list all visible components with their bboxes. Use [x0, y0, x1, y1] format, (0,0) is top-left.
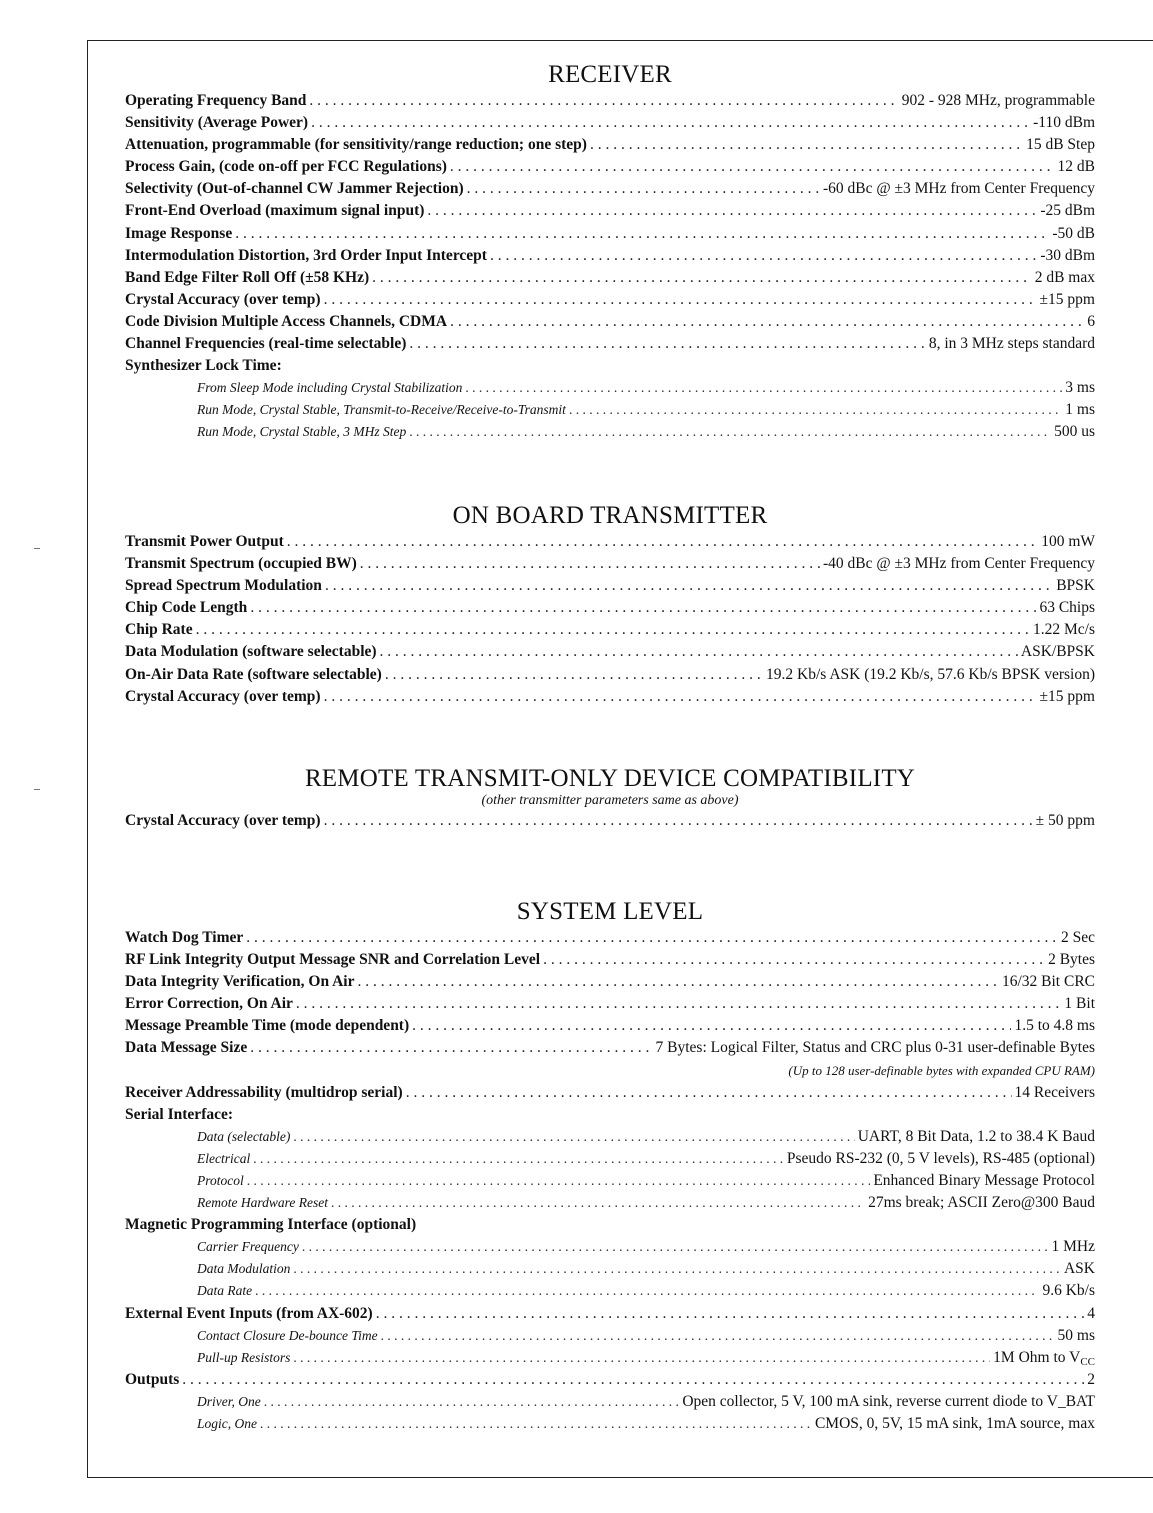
row-value-text: 50 ms [1057, 1326, 1095, 1344]
row-label: Selectivity (Out-of-channel CW Jammer Rejection) [125, 180, 464, 198]
leader-dots [293, 1258, 1061, 1280]
row-value [1040, 686, 1095, 708]
spec-row [125, 553, 1095, 575]
row-value-text: Pseudo RS-232 (0, 5 V levels), RS-485 (optional) [786, 1149, 1095, 1167]
leader-dots [372, 267, 1032, 289]
row-value-text: 1M Ohm to V [993, 1348, 1081, 1366]
leader-dots [309, 90, 898, 112]
row-value-text: ± 50 ppm [1035, 812, 1095, 829]
row-label: Data Message Size [125, 1039, 248, 1057]
leader-dots [376, 1303, 1085, 1325]
spec-row [125, 1192, 1095, 1214]
row-value [1058, 156, 1095, 178]
row-label: Chip Code Length [125, 599, 248, 617]
lock-rows [125, 377, 1095, 443]
row-value [1065, 399, 1095, 421]
row-value-text: Open collector, 5 V, 100 mA sink, reverse current diode to V_BAT [682, 1392, 1095, 1410]
row-value [1036, 810, 1095, 832]
row-value-text: 100 mW [1041, 533, 1095, 550]
row-label: Driver, One [197, 1393, 261, 1409]
receiver-rows [125, 90, 1095, 355]
spec-row [125, 1037, 1095, 1059]
spec-row [125, 421, 1095, 443]
system-section [125, 897, 1095, 1435]
leader-dots [569, 399, 1062, 421]
row-label: Contact Closure De-bounce Time [197, 1327, 378, 1343]
row-value [858, 1126, 1095, 1148]
row-value [766, 664, 1095, 686]
leader-dots [311, 112, 1030, 134]
row-label: From Sleep Mode including Crystal Stabilization [197, 380, 463, 396]
spec-row [125, 927, 1095, 949]
spec-row [125, 178, 1095, 200]
row-label: Receiver Addressability (multidrop serial) [125, 1083, 403, 1101]
leader-dots [450, 156, 1055, 178]
row-label: Serial Interface: [125, 1105, 234, 1123]
leader-dots [380, 641, 1018, 663]
leader-dots [590, 134, 1023, 156]
leader-dots [357, 971, 999, 993]
row-label: Transmit Spectrum (occupied BW) [125, 555, 357, 573]
leader-dots [360, 553, 820, 575]
spec-row [125, 531, 1095, 553]
row-value-text: 500 us [1054, 423, 1095, 441]
row-value-text: -60 dBc @ ±3 MHz from Center Frequency [822, 180, 1095, 198]
spec-row [125, 619, 1095, 641]
spec-row [125, 686, 1095, 708]
spec-row [125, 112, 1095, 134]
row-value: 2 [1087, 1370, 1095, 1388]
leader-dots [247, 1170, 871, 1192]
row-value [823, 178, 1095, 200]
leader-dots [264, 1391, 680, 1413]
spec-row [125, 1170, 1095, 1192]
row-value-text: 1 Bit [1064, 995, 1095, 1013]
row-label: Electrical [197, 1150, 251, 1166]
row-label: Remote Hardware Reset [197, 1195, 328, 1211]
row-value-text: 8, in 3 MHz steps standard [928, 335, 1095, 353]
event-inputs-row [125, 1303, 1095, 1325]
spec-row [125, 1347, 1095, 1369]
spec-row [125, 1391, 1095, 1413]
serial-rows [125, 1126, 1095, 1214]
row-value [787, 1148, 1095, 1170]
spec-row [125, 399, 1095, 421]
row-value-text: 2 Bytes [1048, 951, 1095, 969]
row-label: Chip Rate [125, 621, 193, 639]
row-label: Crystal Accuracy (over temp) [125, 812, 321, 829]
row-value [868, 1192, 1095, 1214]
row-label: Code Division Multiple Access Channels, CDMA [125, 312, 448, 330]
row-value [656, 1037, 1095, 1059]
leader-dots [250, 1037, 652, 1059]
row-value-text: 27ms break; ASCII Zero@300 Baud [868, 1194, 1095, 1212]
leader-dots [246, 927, 1058, 949]
row-value-text: 3 ms [1065, 379, 1095, 397]
row-value-text: 1.22 Mc/s [1033, 621, 1095, 639]
spec-row [125, 311, 1095, 333]
spec-row [125, 1258, 1095, 1280]
leader-dots [253, 1148, 784, 1170]
row-value-text: -25 dBm [1040, 202, 1095, 220]
output-rows [125, 1391, 1095, 1435]
remote-title: REMOTE TRANSMIT-ONLY DEVICE COMPATIBILITY [304, 765, 916, 792]
row-value [1048, 949, 1095, 971]
row-value [1052, 223, 1095, 245]
row-label: Data Modulation [197, 1261, 291, 1277]
row-label: Crystal Accuracy (over temp) [125, 687, 321, 705]
spec-row [125, 810, 1095, 832]
row-value-text: UART, 8 Bit Data, 1.2 to 38.4 K Baud [857, 1127, 1095, 1145]
row-value-text: BPSK [1056, 577, 1095, 595]
row-value [1026, 134, 1095, 156]
row-label: Run Mode, Crystal Stable, 3 MHz Step [197, 424, 407, 440]
leader-dots [324, 810, 1033, 832]
row-label: Synthesizer Lock Time: [125, 357, 282, 375]
row-value-text: 7 Bytes: Logical Filter, Status and CRC plus 0-31 user-definable Bytes [655, 1039, 1095, 1057]
leader-dots [465, 377, 1062, 399]
row-value: 14 Receivers [1014, 1083, 1095, 1101]
receiver-title: RECEIVER [548, 61, 672, 88]
row-value-text: 1 MHz [1051, 1238, 1095, 1256]
leader-dots [296, 993, 1062, 1015]
row-label: Spread Spectrum Modulation [125, 577, 322, 595]
synth-lock-header [125, 355, 1095, 377]
remote-section [125, 764, 1095, 832]
row-label: Data Modulation (software selectable) [125, 643, 377, 661]
row-value-text: 9.6 Kb/s [1042, 1282, 1095, 1300]
margin-mark [34, 789, 40, 790]
row-value [1035, 267, 1095, 289]
leader-dots [196, 619, 1030, 641]
row-value [1040, 200, 1095, 222]
leader-dots [324, 686, 1037, 708]
row-label: RF Link Integrity Output Message SNR and Correlation Level [125, 951, 541, 969]
addressability-row [125, 1082, 1095, 1104]
row-value [1041, 531, 1095, 553]
spec-row [125, 971, 1095, 993]
leader-dots [381, 1325, 1055, 1347]
leader-dots [543, 949, 1045, 971]
row-value-text: ASK [1063, 1260, 1095, 1278]
row-label: Run Mode, Crystal Stable, Transmit-to-Receive/Receive-to-Transmit [197, 402, 566, 418]
leader-dots [331, 1192, 865, 1214]
row-value [1021, 641, 1095, 663]
transmitter-title: ON BOARD TRANSMITTER [452, 502, 768, 529]
row-value [1061, 927, 1095, 949]
row-label: Band Edge Filter Roll Off (±58 KHz) [125, 268, 370, 286]
leader-dots [490, 245, 1037, 267]
row-label: Protocol [197, 1172, 244, 1188]
row-value [1052, 1236, 1095, 1258]
system-title: SYSTEM LEVEL [516, 898, 704, 925]
row-value-text: 63 Chips [1039, 599, 1095, 617]
row-value-text: Enhanced Binary Message Protocol [873, 1171, 1095, 1189]
row-label: Data (selectable) [197, 1128, 291, 1144]
row-value-text: ±15 ppm [1039, 290, 1095, 308]
spec-row [125, 1148, 1095, 1170]
row-value-text: 15 dB Step [1026, 136, 1095, 154]
row-value [1014, 1015, 1095, 1037]
row-value [1065, 377, 1095, 399]
spec-row [125, 641, 1095, 663]
leader-dots [412, 1015, 1011, 1037]
system-rows [125, 927, 1095, 1060]
leader-dots [302, 1236, 1049, 1258]
row-value-text: -30 dBm [1040, 246, 1095, 264]
spec-row [125, 245, 1095, 267]
row-label: Data Integrity Verification, On Air [125, 973, 355, 991]
spec-row [125, 1236, 1095, 1258]
magnetic-header [125, 1214, 1095, 1236]
row-value [1087, 311, 1095, 333]
row-value-text: 12 dB [1057, 158, 1095, 176]
spec-row [125, 333, 1095, 355]
receiver-section [125, 60, 1095, 444]
row-value [902, 90, 1095, 112]
spec-row [125, 377, 1095, 399]
spec-row [125, 597, 1095, 619]
row-label: Outputs [125, 1370, 180, 1388]
row-label: Image Response [125, 224, 233, 242]
row-value [1064, 993, 1095, 1015]
row-label: Watch Dog Timer [125, 929, 244, 946]
row-value-text: 6 [1087, 312, 1095, 330]
row-label: Operating Frequency Band [125, 92, 307, 109]
row-value-text: 2 dB max [1034, 268, 1095, 286]
row-label: Carrier Frequency [197, 1239, 299, 1255]
row-value [1033, 112, 1095, 134]
row-label: Front-End Overload (maximum signal input) [125, 202, 425, 220]
leader-dots [409, 421, 1051, 443]
spec-row [125, 1325, 1095, 1347]
row-value: 4 [1087, 1304, 1095, 1322]
spec-row [125, 1015, 1095, 1037]
row-label: Logic, One [197, 1415, 257, 1431]
spec-row [125, 1126, 1095, 1148]
row-label: Pull-up Resistors [197, 1349, 291, 1365]
row-value-text: ±15 ppm [1039, 687, 1095, 705]
spec-row [125, 134, 1095, 156]
row-value [682, 1391, 1095, 1413]
row-label: Transmit Power Output [125, 533, 284, 550]
row-value-text: 2 Sec [1060, 929, 1095, 946]
leader-dots [287, 531, 1038, 553]
row-label: Sensitivity (Average Power) [125, 114, 309, 132]
row-value [823, 553, 1095, 575]
row-value-text: 1 ms [1065, 401, 1095, 419]
leader-dots [260, 1413, 812, 1435]
row-value [1033, 619, 1095, 641]
transmitter-section [125, 501, 1095, 708]
leader-dots [385, 664, 763, 686]
leader-dots [467, 178, 820, 200]
row-label: Error Correction, On Air [125, 995, 293, 1013]
leader-dots [293, 1126, 854, 1148]
leader-dots [409, 333, 925, 355]
leader-dots [250, 597, 1036, 619]
row-value [1058, 1325, 1095, 1347]
spec-row [125, 223, 1095, 245]
row-value [1040, 289, 1095, 311]
row-value [1056, 575, 1095, 597]
spec-row [125, 949, 1095, 971]
magnetic-rows [125, 1236, 1095, 1302]
row-value-text: 19.2 Kb/s ASK (19.2 Kb/s, 57.6 Kb/s BPSK version) [766, 665, 1095, 683]
spec-row [125, 156, 1095, 178]
event-rows [125, 1325, 1095, 1369]
row-value [1064, 1258, 1095, 1280]
serial-header [125, 1104, 1095, 1126]
spec-row [125, 200, 1095, 222]
row-value [993, 1347, 1095, 1369]
row-value [873, 1170, 1095, 1192]
row-value [1039, 597, 1095, 619]
spec-row [125, 1280, 1095, 1302]
row-label: Process Gain, (code on-off per FCC Regulations) [125, 158, 447, 176]
leader-dots [235, 223, 1049, 245]
leader-dots [255, 1280, 1039, 1302]
remote-subtitle: (other transmitter parameters same as above) [481, 793, 739, 808]
spec-row [125, 575, 1095, 597]
outputs-row [125, 1369, 1095, 1391]
spec-row [125, 289, 1095, 311]
row-label: On-Air Data Rate (software selectable) [125, 665, 382, 683]
row-label: Channel Frequencies (real-time selectable) [125, 335, 407, 353]
spec-row [125, 90, 1095, 112]
row-value-text: 902 - 928 MHz, programmable [901, 92, 1095, 109]
row-value-text: 1.5 to 4.8 ms [1014, 1017, 1095, 1035]
spec-row [125, 993, 1095, 1015]
row-value-subscript: CC [1080, 1355, 1095, 1368]
margin-mark [34, 548, 40, 549]
leader-dots [325, 575, 1053, 597]
row-label: Message Preamble Time (mode dependent) [125, 1017, 410, 1035]
row-label: Attenuation, programmable (for sensitivity/range reduction; one step) [125, 136, 587, 154]
leader-dots [293, 1347, 990, 1369]
row-value [1042, 1280, 1095, 1302]
row-value [815, 1413, 1095, 1435]
row-label: External Event Inputs (from AX-602) [125, 1304, 373, 1322]
row-value-text: CMOS, 0, 5V, 15 mA sink, 1mA source, max [814, 1414, 1095, 1432]
leader-dots [406, 1082, 1012, 1104]
leader-dots [182, 1369, 1084, 1391]
row-value [1040, 245, 1095, 267]
message-size-note: (Up to 128 user-definable bytes with expanded CPU RAM) [788, 1062, 1095, 1078]
leader-dots [427, 200, 1037, 222]
transmitter-rows [125, 531, 1095, 708]
row-label: Intermodulation Distortion, 3rd Order Input Intercept [125, 246, 487, 264]
row-value-text: 16/32 Bit CRC [1001, 973, 1095, 991]
row-label: Magnetic Programming Interface (optional) [125, 1216, 417, 1234]
row-value [1002, 971, 1095, 993]
row-value-text: -110 dBm [1033, 114, 1095, 132]
spec-row [125, 664, 1095, 686]
spec-row [125, 1413, 1095, 1435]
row-value-text: -50 dB [1052, 224, 1095, 242]
row-value [929, 333, 1095, 355]
leader-dots [450, 311, 1084, 333]
spec-row [125, 267, 1095, 289]
row-label: Data Rate [197, 1283, 253, 1299]
row-value [1054, 421, 1095, 443]
row-value-text: ASK/BPSK [1020, 643, 1095, 661]
row-value-text: -40 dBc @ ±3 MHz from Center Frequency [822, 555, 1095, 573]
row-label: Crystal Accuracy (over temp) [125, 290, 321, 308]
leader-dots [324, 289, 1037, 311]
remote-rows [125, 810, 1095, 832]
